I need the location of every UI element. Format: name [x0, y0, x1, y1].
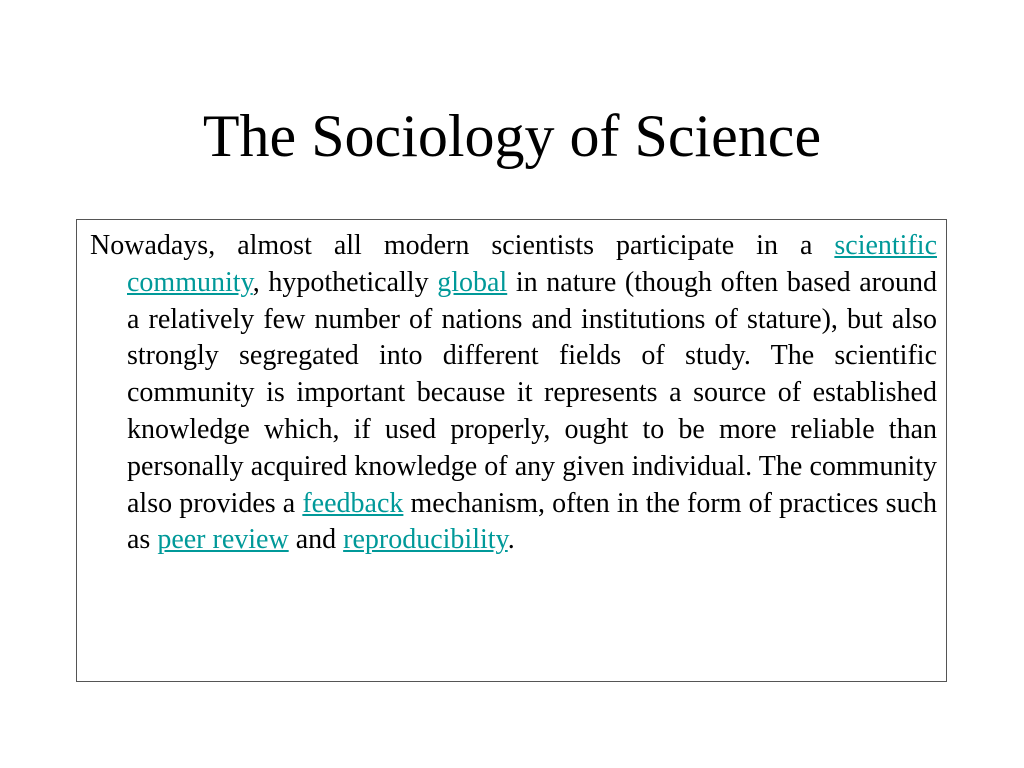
body-text-6: .	[507, 524, 515, 556]
body-text-4: mechanism, often in the form of practices such as	[127, 487, 937, 556]
link-scientific-community[interactable]: scientific community	[127, 230, 937, 298]
body-text-5: and	[288, 524, 344, 556]
body-text-2: , hypothetically	[252, 266, 438, 298]
link-global[interactable]: global	[437, 266, 508, 298]
body-paragraph	[90, 228, 937, 559]
link-reproducibility[interactable]: reproducibility	[343, 524, 508, 556]
link-peer-review[interactable]: peer review	[157, 524, 289, 556]
link-feedback[interactable]: feedback	[302, 487, 404, 519]
body-text-3: in nature (though often based around a relatively few number of nations and institutions of stature), but also strongly segregated into different fields of study. The scientific community is important because it represents a source of established knowledge which, if used properly, ought to be more reliable than personally acquired knowledge of any given individual. The community also provides a	[127, 266, 937, 519]
content-box	[76, 219, 947, 682]
slide-title: The Sociology of Science	[202, 103, 822, 169]
body-text-1: Nowadays, almost all modern scientists participate in a	[90, 230, 835, 261]
